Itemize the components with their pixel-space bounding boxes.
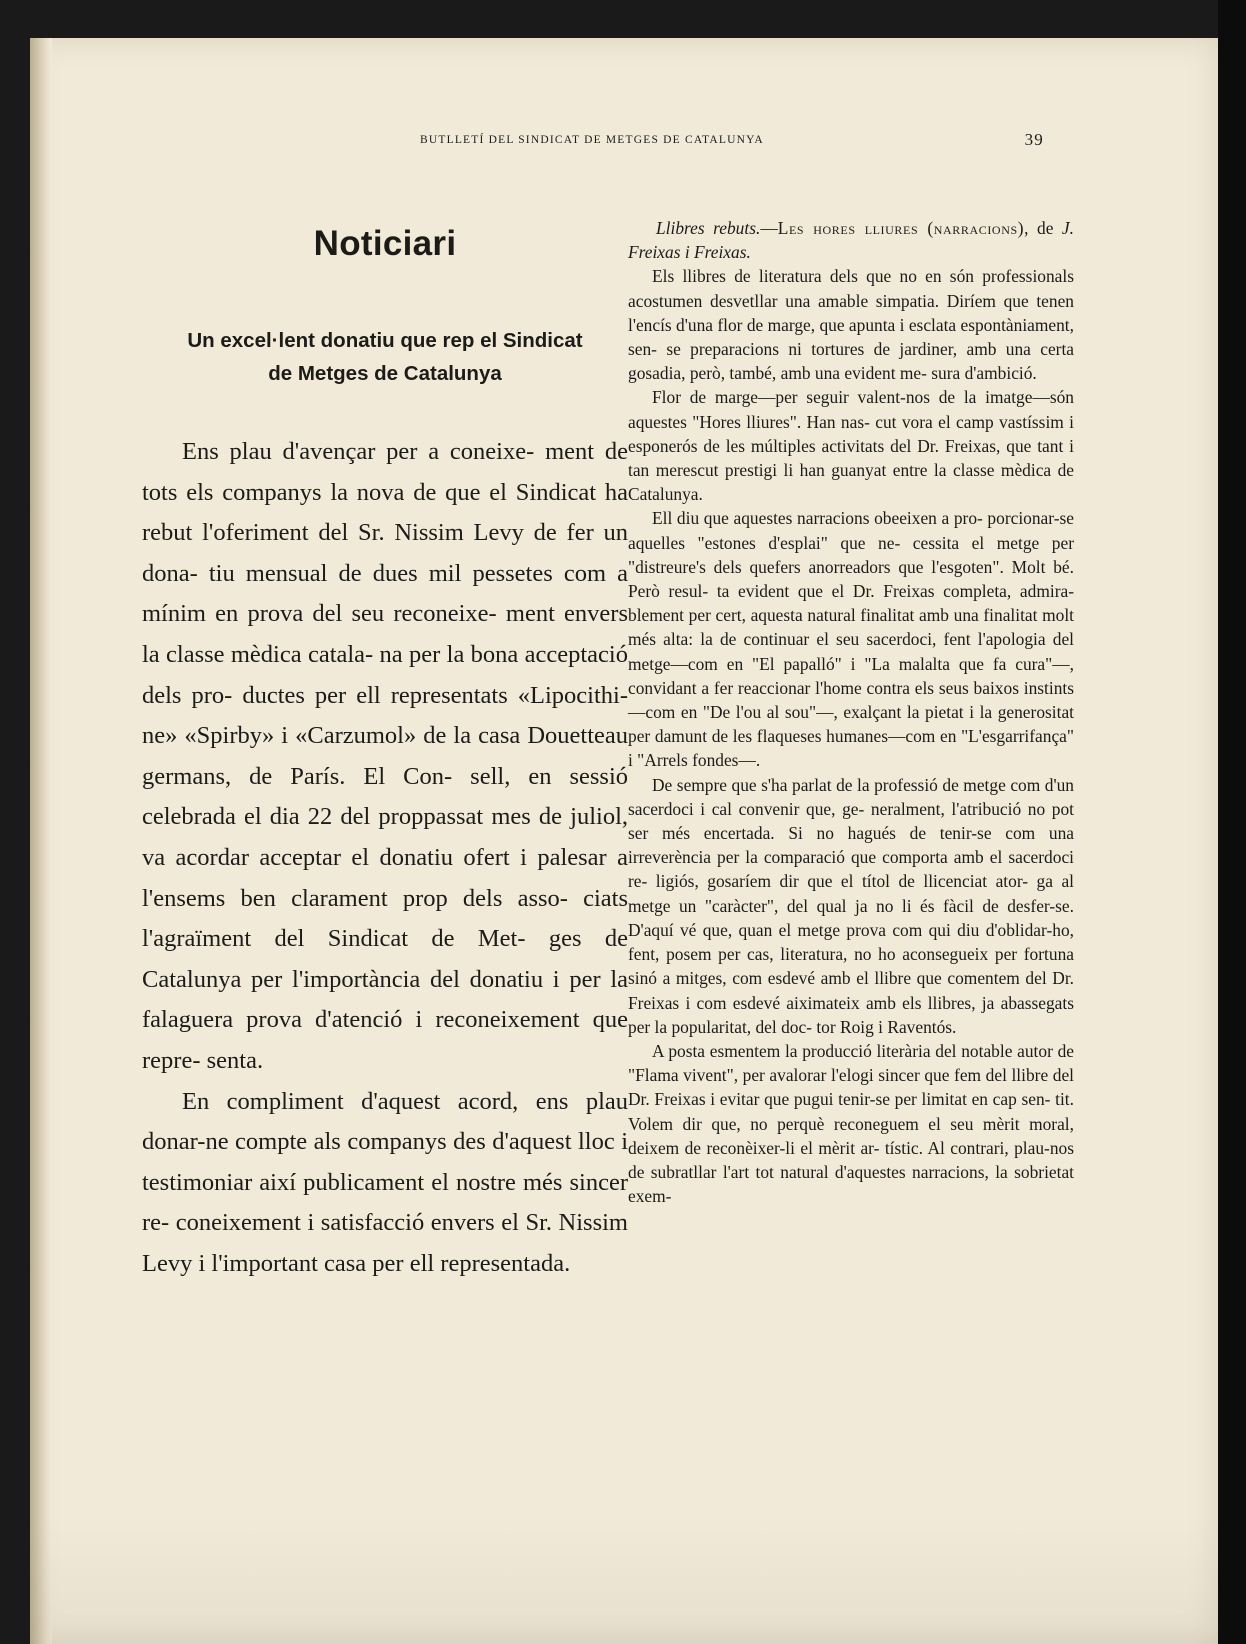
document-page <box>30 38 1218 1644</box>
article-subtitle <box>142 324 628 390</box>
review-paragraph-4: De sempre que s'ha parlat de la professió de metge com d'un sacerdoci i cal convenir que, ge- neralment, l'atribució no pot ser més encertada. Si no hagués de tenir-se com una irreverència per la comparació que comporta amb el sacerdoci re- ligiós, gosaríem dir que el títol de llicenciat ator- ga al metge un "caràcter", del qual ja no li és fàcil de desfer-se. D'aquí vé que, quan el metge prova com qui diu d'oblidar-ho, fent, posem per cas, literatura, no ho aconsegueix per fortuna sinó a mitges, com esdevé amb el llibre que comentem del Dr. Freixas i com esdevé aiximateix amb els llibres, ja abassegats per la popularitat, del doc- tor Roig i Raventós. <box>628 774 1074 1037</box>
section-title: Noticiari <box>313 224 457 263</box>
subtitle-line-2: de Metges de Catalunya <box>268 362 502 385</box>
article-body <box>142 432 628 1284</box>
page-binding-shadow <box>30 38 52 1644</box>
article-paragraph-1: Ens plau d'avençar per a coneixe- ment de tots els companys la nova de que el Sindicat ha rebut l'oferiment del Sr. Nissim Levy de fer un dona- tiu mensual de dues mil pessetes com a mínim en prova del seu reconeixe- ment envers la classe mèdica catala- na per la bona acceptació dels pro- ductes per ell representats «Lipocithi- ne» «Spirby» i «Carzumol» de la casa Douetteau germans, de París. El Con- sell, en sessió celebrada el dia 22 del proppassat mes de juliol, va acordar acceptar el donatiu ofert i palesar a l'ensems ben clarament prop dels asso- ciats l'agraïment del Sindicat de Met- ges de Catalunya per l'importància del donatiu i per la falaguera prova d'atenció i reconeixement que repre- senta. <box>142 438 628 1074</box>
book-title: Les hores lliures (narracions) <box>777 218 1025 238</box>
book-review-heading <box>628 216 1074 264</box>
book-author: J. Freixas i Freixas. <box>628 218 1074 263</box>
review-paragraph-1: Els llibres de literatura dels que no en són professionals acostumen desvetllar una amable simpatia. Diríem que tenen l'encís d'una flor de marge, que apunta i esclata espontàniament, sen- se preparacions ni tortures de jardiner, amb una certa gosadia, però, també, amb una evident me- sura d'ambició. <box>628 266 1074 384</box>
review-paragraph-5: A posta esmentem la producció literària del notable autor de "Flama vivent", per avalorar l'elogi sincer que fem del llibre del Dr. Freixas i evitar que pugui tenir-se per limitat en cap sen- tit. Volem dir que, no perquè reconeguem el seu mèrit moral, deixem de reconèixer-li el mèrit ar- tístic. Al contrari, plau-nos de subratllar l'art tot natural d'aquestes narracions, la sobrietat exem- <box>628 1040 1074 1207</box>
subtitle-line-1: Un excel·lent donatiu que rep el Sindicat <box>187 329 583 352</box>
article-paragraph-2: En compliment d'aquest acord, ens plau donar-ne compte als companys des d'aquest lloc i testimoniar així publicament el nostre més sincer re- coneixement i satisfacció envers el Sr. Nissim Levy i l'important casa per ell representada. <box>142 1087 628 1277</box>
page-number: 39 <box>1024 130 1044 149</box>
review-label: Llibres rebuts. <box>656 218 761 238</box>
review-dash: — <box>760 218 778 238</box>
right-column <box>628 216 1074 1208</box>
review-paragraph-3: Ell diu que aquestes narracions obeeixen a pro- porcionar-se aquelles "estones d'esplai" que ne- cessita el metge per "distreure's dels quefers anorreadors que l'esgoten". Molt bé. Però resul- ta evident que el Dr. Freixas completa, admira- blement per cert, aquesta natural finalitat amb una finalitat molt més alta: la de continuar el seu sacerdoci, fent l'apologia del metge—com en "El papalló" i "La malalta que fa cura"—, convidant a fer reaccionar l'home contra els seus baixos instints—com en "De l'ou al sou"—, exalçant la pietat i la generositat per damunt de les flaqueses humanes—com en "L'esgarrifança" i "Arrels fondes—. <box>628 508 1074 771</box>
page-bottom-shade <box>30 1514 1218 1644</box>
review-de: , de <box>1024 218 1062 238</box>
running-title: BUTLLETÍ DEL SINDICAT DE METGES DE CATALUNYA <box>420 134 764 146</box>
left-column <box>142 178 628 1284</box>
review-paragraph-2: Flor de marge—per seguir valent-nos de la imatge—són aquestes "Hores lliures". Han nas- cut vora el camp vastíssim i esponerós de les múltiples activitats del Dr. Freixas, que tant i tan merescut prestigi li han guanyat entre la classe mèdica de Catalunya. <box>628 387 1074 505</box>
scan-background-edge <box>1218 0 1246 1644</box>
running-header <box>420 132 1060 156</box>
